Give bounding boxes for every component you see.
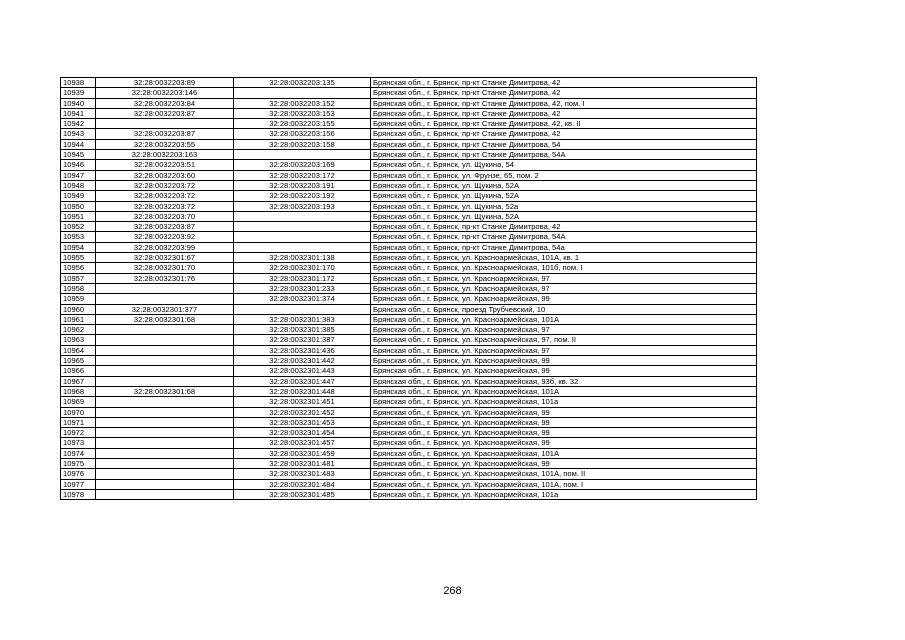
address-cell: Брянская обл., г. Брянск, ул. Фрунзе, 65, пом. 2 — [371, 170, 757, 180]
row-number-cell: 10957 — [61, 273, 96, 283]
table-row — [61, 366, 757, 376]
building-cadastral-number-cell: 32:28:0032301:383 — [234, 314, 371, 324]
row-number-cell: 10975 — [61, 458, 96, 468]
table-row — [61, 150, 757, 160]
land-cadastral-number-cell: 32:28:0032203:84 — [96, 98, 234, 108]
table-row — [61, 469, 757, 479]
land-cadastral-number-cell — [96, 397, 234, 407]
building-cadastral-number-cell: 32:28:0032301:374 — [234, 294, 371, 304]
land-cadastral-number-cell: 32:28:0032301:68 — [96, 386, 234, 396]
table-row — [61, 78, 757, 88]
building-cadastral-number-cell: 32:28:0032301:170 — [234, 263, 371, 273]
land-cadastral-number-cell — [96, 469, 234, 479]
building-cadastral-number-cell: 32:28:0032301:138 — [234, 253, 371, 263]
building-cadastral-number-cell: 32:28:0032301:485 — [234, 489, 371, 499]
land-cadastral-number-cell: 32:28:0032301:67 — [96, 253, 234, 263]
land-cadastral-number-cell: 32:28:0032203:72 — [96, 191, 234, 201]
row-number-cell: 10976 — [61, 469, 96, 479]
address-cell: Брянская обл., г. Брянск, ул. Красноармейская, 99 — [371, 407, 757, 417]
address-cell: Брянская обл., г. Брянск, ул. Красноармейская, 99 — [371, 356, 757, 366]
building-cadastral-number-cell: 32:28:0032301:385 — [234, 325, 371, 335]
land-cadastral-number-cell: 32:28:0032301:68 — [96, 314, 234, 324]
land-cadastral-number-cell — [96, 438, 234, 448]
address-cell: Брянская обл., г. Брянск, ул. Щукина, 52а — [371, 201, 757, 211]
row-number-cell: 10938 — [61, 78, 96, 88]
row-number-cell: 10947 — [61, 170, 96, 180]
address-cell: Брянская обл., г. Брянск, пр-кт Станке Димитрова, 42, кв. II — [371, 119, 757, 129]
address-cell: Брянская обл., г. Брянск, ул. Красноармейская, 101б, пом. I — [371, 263, 757, 273]
address-cell: Брянская обл., г. Брянск, ул. Красноармейская, 97 — [371, 283, 757, 293]
table-row — [61, 356, 757, 366]
table-row — [61, 304, 757, 314]
land-cadastral-number-cell: 32:28:0032203:87 — [96, 129, 234, 139]
row-number-cell: 10950 — [61, 201, 96, 211]
row-number-cell: 10944 — [61, 139, 96, 149]
land-cadastral-number-cell: 32:28:0032203:89 — [96, 78, 234, 88]
row-number-cell: 10942 — [61, 119, 96, 129]
building-cadastral-number-cell: 32:28:0032301:233 — [234, 283, 371, 293]
row-number-cell: 10949 — [61, 191, 96, 201]
land-cadastral-number-cell: 32:28:0032203:60 — [96, 170, 234, 180]
cadastral-table-body — [61, 78, 757, 500]
land-cadastral-number-cell: 32:28:0032203:70 — [96, 211, 234, 221]
address-cell: Брянская обл., г. Брянск, пр-кт Станке Димитрова, 54а — [371, 242, 757, 252]
building-cadastral-number-cell: 32:28:0032301:436 — [234, 345, 371, 355]
address-cell: Брянская обл., г. Брянск, пр-кт Станке Димитрова, 42 — [371, 108, 757, 118]
table-row — [61, 335, 757, 345]
table-row — [61, 407, 757, 417]
table-row — [61, 458, 757, 468]
building-cadastral-number-cell: 32:28:0032203:191 — [234, 180, 371, 190]
table-row — [61, 222, 757, 232]
table-row — [61, 417, 757, 427]
building-cadastral-number-cell: 32:28:0032203:153 — [234, 108, 371, 118]
building-cadastral-number-cell: 32:28:0032301:452 — [234, 407, 371, 417]
land-cadastral-number-cell: 32:28:0032301:76 — [96, 273, 234, 283]
land-cadastral-number-cell: 32:28:0032301:70 — [96, 263, 234, 273]
address-cell: Брянская обл., г. Брянск, ул. Красноармейская, 101а — [371, 489, 757, 499]
address-cell: Брянская обл., г. Брянск, ул. Красноармейская, 101а — [371, 397, 757, 407]
row-number-cell: 10954 — [61, 242, 96, 252]
building-cadastral-number-cell — [234, 88, 371, 98]
row-number-cell: 10969 — [61, 397, 96, 407]
row-number-cell: 10943 — [61, 129, 96, 139]
row-number-cell: 10959 — [61, 294, 96, 304]
land-cadastral-number-cell — [96, 119, 234, 129]
land-cadastral-number-cell — [96, 294, 234, 304]
table-row — [61, 232, 757, 242]
land-cadastral-number-cell: 32:28:0032203:163 — [96, 150, 234, 160]
land-cadastral-number-cell — [96, 428, 234, 438]
table-row — [61, 88, 757, 98]
address-cell: Брянская обл., г. Брянск, ул. Красноармейская, 101А, кв. 1 — [371, 253, 757, 263]
row-number-cell: 10967 — [61, 376, 96, 386]
table-row — [61, 479, 757, 489]
building-cadastral-number-cell: 32:28:0032301:457 — [234, 438, 371, 448]
table-row — [61, 294, 757, 304]
address-cell: Брянская обл., г. Брянск, ул. Красноармейская, 99 — [371, 294, 757, 304]
address-cell: Брянская обл., г. Брянск, пр-кт Станке Димитрова, 54А — [371, 150, 757, 160]
row-number-cell: 10964 — [61, 345, 96, 355]
row-number-cell: 10968 — [61, 386, 96, 396]
row-number-cell: 10956 — [61, 263, 96, 273]
building-cadastral-number-cell: 32:28:0032301:454 — [234, 428, 371, 438]
row-number-cell: 10953 — [61, 232, 96, 242]
address-cell: Брянская обл., г. Брянск, ул. Красноармейская, 99 — [371, 417, 757, 427]
land-cadastral-number-cell — [96, 489, 234, 499]
building-cadastral-number-cell: 32:28:0032203:158 — [234, 139, 371, 149]
building-cadastral-number-cell: 32:28:0032301:481 — [234, 458, 371, 468]
address-cell: Брянская обл., г. Брянск, ул. Красноармейская, 101А, пом. I — [371, 479, 757, 489]
table-row — [61, 139, 757, 149]
building-cadastral-number-cell — [234, 232, 371, 242]
table-row — [61, 263, 757, 273]
table-row — [61, 325, 757, 335]
table-row — [61, 253, 757, 263]
row-number-cell: 10962 — [61, 325, 96, 335]
table-row — [61, 211, 757, 221]
row-number-cell: 10978 — [61, 489, 96, 499]
table-row — [61, 160, 757, 170]
address-cell: Брянская обл., г. Брянск, пр-кт Станке Димитрова, 54А — [371, 232, 757, 242]
table-row — [61, 376, 757, 386]
building-cadastral-number-cell: 32:28:0032301:442 — [234, 356, 371, 366]
address-cell: Брянская обл., г. Брянск, ул. Красноармейская, 97 — [371, 325, 757, 335]
building-cadastral-number-cell: 32:28:0032203:192 — [234, 191, 371, 201]
land-cadastral-number-cell — [96, 283, 234, 293]
table-row — [61, 108, 757, 118]
address-cell: Брянская обл., г. Брянск, ул. Красноармейская, 97, пом. II — [371, 335, 757, 345]
row-number-cell: 10972 — [61, 428, 96, 438]
building-cadastral-number-cell: 32:28:0032301:453 — [234, 417, 371, 427]
address-cell: Брянская обл., г. Брянск, ул. Красноармейская, 99 — [371, 366, 757, 376]
address-cell: Брянская обл., г. Брянск, пр-кт Станке Димитрова, 42 — [371, 222, 757, 232]
building-cadastral-number-cell: 32:28:0032301:448 — [234, 386, 371, 396]
row-number-cell: 10955 — [61, 253, 96, 263]
row-number-cell: 10940 — [61, 98, 96, 108]
row-number-cell: 10970 — [61, 407, 96, 417]
address-cell: Брянская обл., г. Брянск, ул. Красноармейская, 97 — [371, 273, 757, 283]
row-number-cell: 10973 — [61, 438, 96, 448]
land-cadastral-number-cell: 32:28:0032203:87 — [96, 108, 234, 118]
address-cell: Брянская обл., г. Брянск, ул. Щукина, 52А — [371, 191, 757, 201]
row-number-cell: 10958 — [61, 283, 96, 293]
land-cadastral-number-cell — [96, 345, 234, 355]
table-row — [61, 386, 757, 396]
address-cell: Брянская обл., г. Брянск, ул. Красноармейская, 99 — [371, 428, 757, 438]
land-cadastral-number-cell: 32:28:0032203:51 — [96, 160, 234, 170]
address-cell: Брянская обл., г. Брянск, ул. Красноармейская, 101А, пом. II — [371, 469, 757, 479]
table-row — [61, 314, 757, 324]
building-cadastral-number-cell: 32:28:0032203:193 — [234, 201, 371, 211]
address-cell: Брянская обл., г. Брянск, ул. Красноармейская, 97 — [371, 345, 757, 355]
table-row — [61, 397, 757, 407]
land-cadastral-number-cell — [96, 417, 234, 427]
table-row — [61, 273, 757, 283]
building-cadastral-number-cell: 32:28:0032203:152 — [234, 98, 371, 108]
land-cadastral-number-cell — [96, 458, 234, 468]
table-row — [61, 191, 757, 201]
address-cell: Брянская обл., г. Брянск, ул. Красноармейская, 93б, кв. 32 — [371, 376, 757, 386]
building-cadastral-number-cell: 32:28:0032203:169 — [234, 160, 371, 170]
land-cadastral-number-cell: 32:28:0032203:99 — [96, 242, 234, 252]
land-cadastral-number-cell: 32:28:0032203:72 — [96, 201, 234, 211]
building-cadastral-number-cell: 32:28:0032301:447 — [234, 376, 371, 386]
table-row — [61, 489, 757, 499]
row-number-cell: 10939 — [61, 88, 96, 98]
land-cadastral-number-cell — [96, 376, 234, 386]
address-cell: Брянская обл., г. Брянск, ул. Щукина, 52А — [371, 180, 757, 190]
table-row — [61, 345, 757, 355]
land-cadastral-number-cell — [96, 366, 234, 376]
land-cadastral-number-cell: 32:28:0032203:87 — [96, 222, 234, 232]
row-number-cell: 10960 — [61, 304, 96, 314]
table-row — [61, 129, 757, 139]
land-cadastral-number-cell: 32:28:0032203:55 — [96, 139, 234, 149]
address-cell: Брянская обл., г. Брянск, пр-кт Станке Димитрова, 42 — [371, 88, 757, 98]
building-cadastral-number-cell: 32:28:0032301:172 — [234, 273, 371, 283]
land-cadastral-number-cell — [96, 325, 234, 335]
table-row — [61, 201, 757, 211]
row-number-cell: 10952 — [61, 222, 96, 232]
building-cadastral-number-cell — [234, 150, 371, 160]
table-row — [61, 438, 757, 448]
row-number-cell: 10948 — [61, 180, 96, 190]
row-number-cell: 10946 — [61, 160, 96, 170]
building-cadastral-number-cell: 32:28:0032301:387 — [234, 335, 371, 345]
row-number-cell: 10951 — [61, 211, 96, 221]
land-cadastral-number-cell: 32:28:0032301:377 — [96, 304, 234, 314]
row-number-cell: 10965 — [61, 356, 96, 366]
address-cell: Брянская обл., г. Брянск, пр-кт Станке Димитрова, 42, пом. I — [371, 98, 757, 108]
row-number-cell: 10977 — [61, 479, 96, 489]
building-cadastral-number-cell: 32:28:0032203:135 — [234, 78, 371, 88]
address-cell: Брянская обл., г. Брянск, пр-кт Станке Димитрова, 54 — [371, 139, 757, 149]
table-row — [61, 448, 757, 458]
address-cell: Брянская обл., г. Брянск, пр-кт Станке Димитрова, 42 — [371, 78, 757, 88]
building-cadastral-number-cell: 32:28:0032203:155 — [234, 119, 371, 129]
land-cadastral-number-cell — [96, 479, 234, 489]
land-cadastral-number-cell — [96, 356, 234, 366]
land-cadastral-number-cell: 32:28:0032203:72 — [96, 180, 234, 190]
row-number-cell: 10974 — [61, 448, 96, 458]
address-cell: Брянская обл., г. Брянск, ул. Красноармейская, 101А — [371, 314, 757, 324]
building-cadastral-number-cell: 32:28:0032301:443 — [234, 366, 371, 376]
land-cadastral-number-cell: 32:28:0032203:92 — [96, 232, 234, 242]
table-row — [61, 180, 757, 190]
row-number-cell: 10961 — [61, 314, 96, 324]
land-cadastral-number-cell — [96, 448, 234, 458]
building-cadastral-number-cell: 32:28:0032203:156 — [234, 129, 371, 139]
building-cadastral-number-cell: 32:28:0032301:483 — [234, 469, 371, 479]
building-cadastral-number-cell — [234, 304, 371, 314]
land-cadastral-number-cell — [96, 407, 234, 417]
address-cell: Брянская обл., г. Брянск, проезд Трубчевский, 10 — [371, 304, 757, 314]
building-cadastral-number-cell — [234, 211, 371, 221]
address-cell: Брянская обл., г. Брянск, ул. Красноармейская, 99 — [371, 458, 757, 468]
address-cell: Брянская обл., г. Брянск, ул. Щукина, 54 — [371, 160, 757, 170]
land-cadastral-number-cell — [96, 335, 234, 345]
building-cadastral-number-cell: 32:28:0032301:484 — [234, 479, 371, 489]
building-cadastral-number-cell: 32:28:0032301:459 — [234, 448, 371, 458]
row-number-cell: 10945 — [61, 150, 96, 160]
page-number: 268 — [443, 585, 462, 597]
row-number-cell: 10966 — [61, 366, 96, 376]
table-row — [61, 98, 757, 108]
land-cadastral-number-cell: 32:28:0032203:146 — [96, 88, 234, 98]
row-number-cell: 10963 — [61, 335, 96, 345]
cadastral-table — [60, 77, 757, 500]
row-number-cell: 10941 — [61, 108, 96, 118]
address-cell: Брянская обл., г. Брянск, ул. Красноармейская, 99 — [371, 438, 757, 448]
building-cadastral-number-cell: 32:28:0032301:451 — [234, 397, 371, 407]
address-cell: Брянская обл., г. Брянск, пр-кт Станке Димитрова, 42 — [371, 129, 757, 139]
table-row — [61, 428, 757, 438]
table-row — [61, 283, 757, 293]
table-row — [61, 119, 757, 129]
building-cadastral-number-cell — [234, 222, 371, 232]
address-cell: Брянская обл., г. Брянск, ул. Красноармейская, 101А — [371, 448, 757, 458]
table-row — [61, 170, 757, 180]
address-cell: Брянская обл., г. Брянск, ул. Щукина, 52А — [371, 211, 757, 221]
address-cell: Брянская обл., г. Брянск, ул. Красноармейская, 101А — [371, 386, 757, 396]
table-row — [61, 242, 757, 252]
row-number-cell: 10971 — [61, 417, 96, 427]
building-cadastral-number-cell — [234, 242, 371, 252]
building-cadastral-number-cell: 32:28:0032203:172 — [234, 170, 371, 180]
